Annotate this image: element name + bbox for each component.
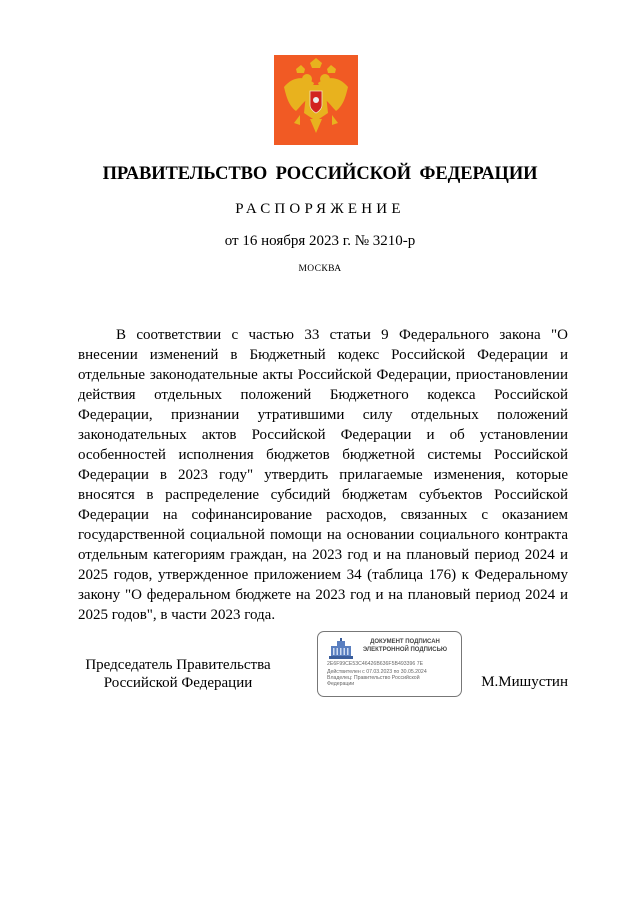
stamp-owner-line1: Владелец: Правительство Российской xyxy=(327,675,420,681)
document-city: МОСКВА xyxy=(298,264,342,274)
government-title: ПРАВИТЕЛЬСТВО РОССИЙСКОЙ ФЕДЕРАЦИИ xyxy=(102,164,538,184)
stamp-heading-line1: ДОКУМЕНТ ПОДПИСАН xyxy=(370,639,440,645)
stamp-heading xyxy=(356,639,454,654)
stamp-validity: Действителен с 07.03.2023 по 30.05.2024 xyxy=(327,669,427,675)
stamp-heading-line2: ЭЛЕКТРОННОЙ ПОДПИСЬЮ xyxy=(362,646,448,653)
signer-name: М.Мишустин xyxy=(481,674,568,690)
document-type: РАСПОРЯЖЕНИЕ xyxy=(235,201,405,217)
stamp-certificate: 2E6F99CE53C46426B636F5B493396 7E xyxy=(327,661,424,667)
government-building-icon xyxy=(328,638,354,660)
signer-position-line1: Председатель Правительства xyxy=(85,657,271,673)
document-date-number: от 16 ноября 2023 г. № 3210-р xyxy=(224,233,416,249)
stamp-owner-line2: Федерации xyxy=(327,681,355,687)
coat-of-arms-emblem xyxy=(274,55,358,145)
signer-position xyxy=(78,656,278,692)
electronic-signature-stamp xyxy=(317,631,462,697)
coat-of-arms-icon xyxy=(274,55,358,145)
decree-body-paragraph: В соответствии с частью 33 статьи 9 Федерального закона "О внесении изменений в Бюджетный кодекс Российской Федерации и отдельные законодательные акты Российской Федерации, приостановлении действия отдельных положений Бюджетного кодекса Российской Федерации, признании утратившими силу отдельных положений законодательных актов Российской Федерации и об установлении особенностей исполнения бюджетов бюджетной системы Российской Федерации в 2023 году" утвердить прилагаемые изменения, которые вносятся в распределение субсидий бюджетам субъектов Российской Федерации на софинансирование расходов, связанных с оказанием государственной социальной помощи на основании социального контракта отдельным категориям граждан, на 2023 год и на плановый период 2024 и 2025 годов, утвержденное приложением 34 (таблица 176) к Федеральному закону "О федеральном бюджете на 2023 год и на плановый период 2024 и 2025 годов", в части 2023 года. xyxy=(78,327,568,623)
signer-position-line2: Российской Федерации xyxy=(103,675,253,691)
